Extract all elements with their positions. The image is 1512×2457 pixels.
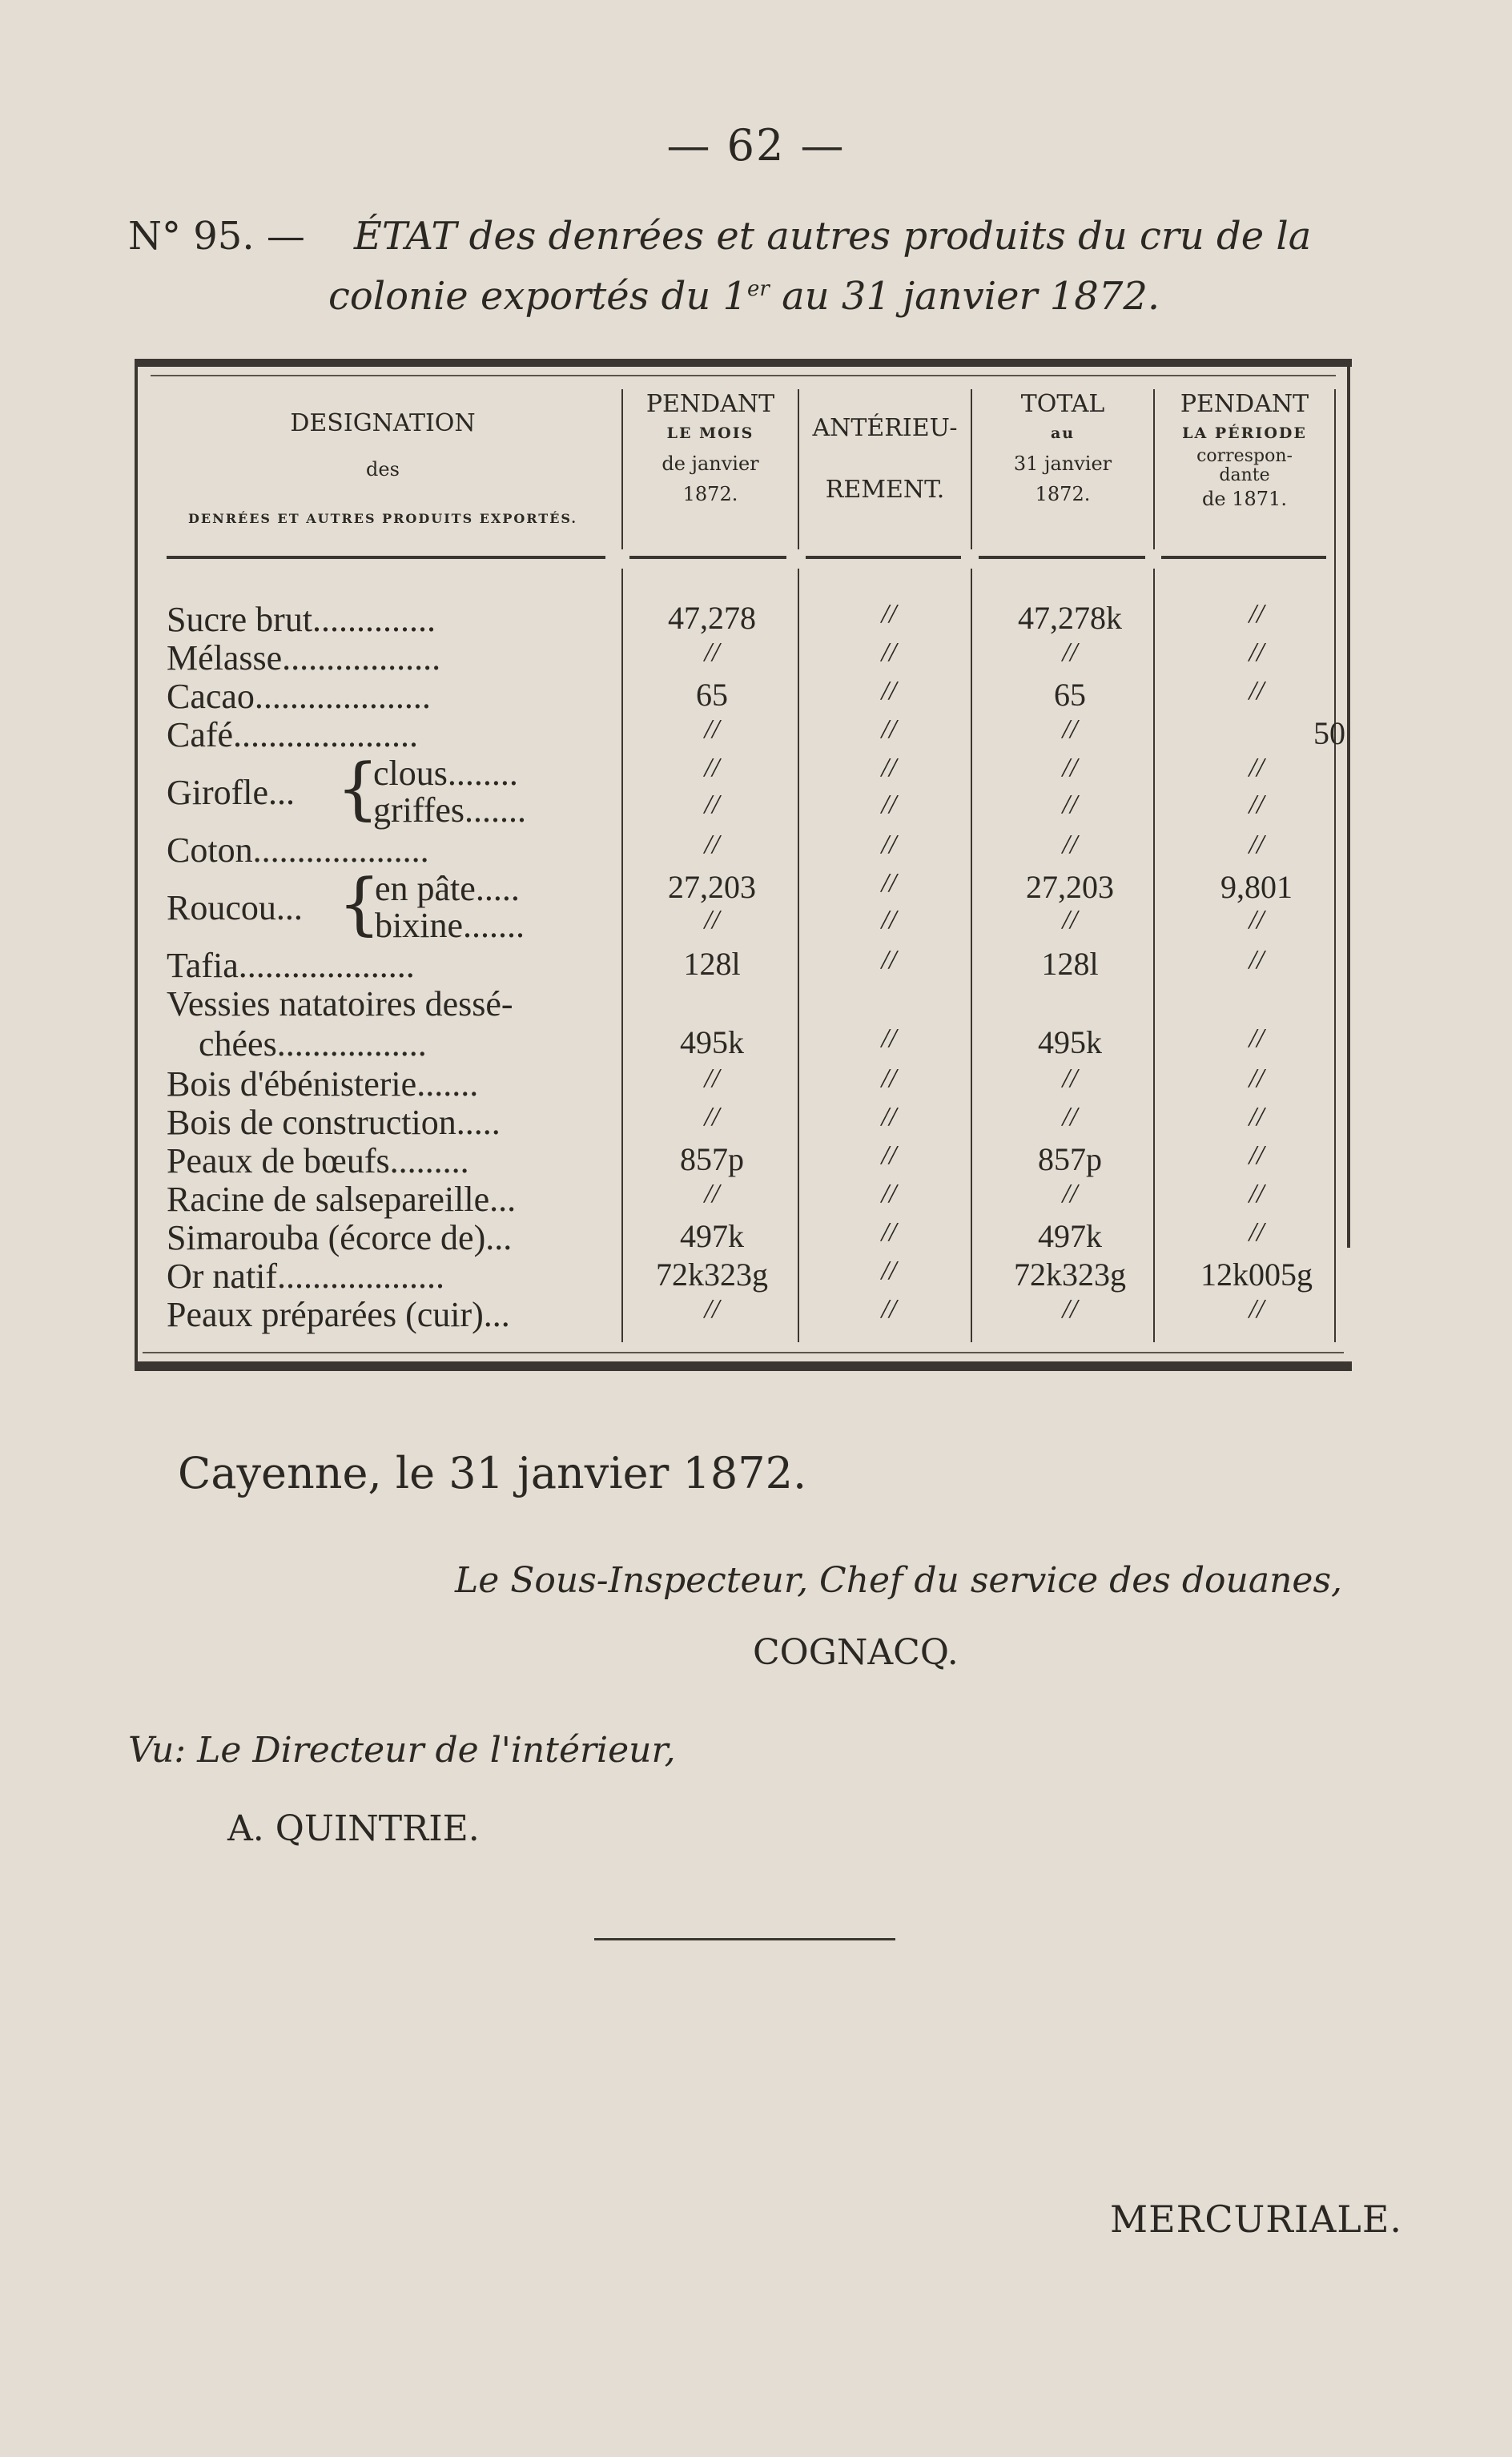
row-sublabel: bixine....... — [375, 906, 525, 945]
table-title — [128, 210, 1377, 323]
cell-prior: // — [1249, 1140, 1265, 1170]
header-prior-line: correspon- — [1196, 445, 1293, 466]
cell-previous: // — [881, 868, 897, 898]
header-designation-line: des — [366, 458, 400, 481]
table-row — [167, 676, 1352, 714]
cell-month: // — [704, 1102, 720, 1132]
cell-previous: // — [881, 1179, 897, 1208]
brace: { — [336, 749, 380, 827]
table-bottom-rule-thin — [143, 1352, 1344, 1353]
cell-prior: // — [1249, 1064, 1265, 1093]
header-rule — [979, 556, 1145, 559]
cell-total: 128l — [1041, 946, 1099, 982]
cell-total: // — [1062, 790, 1078, 819]
cell-total: // — [1062, 1294, 1078, 1324]
header-total-line: TOTAL — [1020, 390, 1105, 418]
cell-prior: 50 — [1313, 715, 1345, 751]
cell-prior: // — [1249, 599, 1265, 629]
cell-previous: // — [881, 753, 897, 782]
row-label: Coton.................... — [167, 830, 429, 870]
cell-prior: // — [1249, 1217, 1265, 1247]
cell-previous: // — [881, 790, 897, 819]
cell-previous: // — [881, 905, 897, 935]
row-label: Peaux de bœufs......... — [167, 1141, 469, 1180]
cell-previous: // — [881, 830, 897, 859]
cell-prior: 9,801 — [1220, 869, 1293, 905]
table-row — [167, 714, 1352, 753]
header-previous — [801, 415, 969, 503]
cell-total: 857p — [1038, 1141, 1102, 1177]
cell-prior: // — [1249, 753, 1265, 782]
cell-prior: // — [1249, 637, 1265, 667]
table-top-rule — [135, 359, 1352, 367]
title-line-1: ÉTAT des denrées et autres produits du cru de la — [353, 214, 1312, 259]
table-left-border — [135, 367, 138, 1369]
page-number: — 62 — — [666, 120, 846, 171]
cell-month: 27,203 — [668, 869, 756, 905]
table-row — [167, 1064, 1352, 1102]
cell-month: 65 — [696, 677, 728, 713]
header-month-line: 1872. — [682, 483, 738, 506]
header-previous-line: ANTÉRIEU- — [812, 414, 958, 442]
cell-month: // — [704, 905, 720, 935]
row-label: Roucou... — [167, 888, 303, 927]
cell-previous: // — [881, 945, 897, 975]
cell-prior: // — [1249, 830, 1265, 859]
title-sup: er — [747, 277, 770, 301]
header-rule — [1161, 556, 1326, 559]
cell-month: // — [704, 1064, 720, 1093]
table-row — [167, 945, 1352, 983]
cell-total: // — [1062, 753, 1078, 782]
cell-total: // — [1062, 1102, 1078, 1132]
seen-by: Vu: Le Directeur de l'intérieur, — [128, 1730, 676, 1771]
cell-prior: // — [1249, 945, 1265, 975]
col-divider — [1153, 389, 1155, 549]
cell-previous: // — [881, 676, 897, 706]
row-sublabel: griffes....... — [373, 790, 527, 830]
cell-previous: // — [881, 714, 897, 744]
cell-month: // — [704, 1179, 720, 1208]
cell-previous: // — [881, 1217, 897, 1247]
cell-month: 497k — [680, 1218, 744, 1254]
row-label-continued: chées................. — [199, 1024, 427, 1064]
cell-prior: // — [1249, 1102, 1265, 1132]
row-label: Bois de construction..... — [167, 1103, 501, 1142]
cell-prior: // — [1249, 676, 1265, 706]
cell-previous: // — [881, 1140, 897, 1170]
header-designation — [159, 410, 607, 526]
cell-prior: // — [1249, 905, 1265, 935]
brace: { — [338, 864, 381, 943]
cell-previous: // — [881, 1023, 897, 1053]
cell-previous: // — [881, 637, 897, 667]
cell-total: 27,203 — [1026, 869, 1114, 905]
table-row-group-girofle — [167, 749, 1352, 830]
table-row-vessies — [167, 983, 1352, 1064]
row-label: Vessies natatoires dessé- — [167, 984, 513, 1023]
cell-total: // — [1062, 905, 1078, 935]
row-sublabel: en pâte..... — [375, 869, 520, 908]
header-total-line: 1872. — [1035, 483, 1091, 506]
place-date: Cayenne, le 31 janvier 1872. — [178, 1448, 807, 1498]
cell-prior: // — [1249, 1294, 1265, 1324]
row-label: Mélasse.................. — [167, 638, 441, 678]
cell-month: 495k — [680, 1024, 744, 1060]
table-number: N° 95. — — [128, 214, 305, 259]
table-row — [167, 1140, 1352, 1179]
cell-month: // — [704, 714, 720, 744]
cell-total: 47,278k — [1018, 600, 1122, 636]
table-row — [167, 637, 1352, 676]
header-total-line: 31 janvier — [1013, 452, 1112, 475]
cell-prior: // — [1249, 1179, 1265, 1208]
cell-previous: // — [881, 1294, 897, 1324]
header-prior-line: LA PÉRIODE — [1182, 424, 1307, 442]
cell-month: // — [704, 1294, 720, 1324]
cell-total: // — [1062, 1179, 1078, 1208]
cell-month: 47,278 — [668, 600, 756, 636]
cell-total: // — [1062, 830, 1078, 859]
header-rule — [806, 556, 961, 559]
signer-name: COGNACQ. — [753, 1632, 959, 1673]
table-row — [167, 1294, 1352, 1333]
row-label: Cacao.................... — [167, 677, 431, 716]
cell-total: // — [1062, 714, 1078, 744]
title-line-2b: au 31 janvier 1872. — [769, 274, 1160, 319]
cell-prior: // — [1249, 1023, 1265, 1053]
cell-month: // — [704, 830, 720, 859]
row-sublabel: clous........ — [373, 754, 518, 793]
cell-prior: 12k005g — [1200, 1257, 1313, 1293]
title-line-2a: colonie exportés du 1 — [328, 274, 748, 319]
table-top-rule-thin — [151, 375, 1336, 376]
cell-previous: // — [881, 1102, 897, 1132]
row-label: Girofle... — [167, 773, 296, 812]
export-table — [135, 359, 1352, 1379]
header-prior-line: de 1871. — [1202, 488, 1287, 511]
header-total-line: au — [1050, 424, 1076, 442]
cell-month: 128l — [683, 946, 741, 982]
end-rule — [594, 1938, 895, 1940]
cell-previous: // — [881, 1256, 897, 1285]
header-designation-line: DESIGNATION — [290, 409, 476, 437]
header-month — [625, 391, 796, 505]
table-row — [167, 1217, 1352, 1256]
cell-prior: // — [1249, 790, 1265, 819]
row-label: Tafia.................... — [167, 946, 415, 985]
header-month-line: de janvier — [662, 452, 759, 475]
cell-total: 72k323g — [1014, 1257, 1126, 1293]
row-label: Simarouba (écorce de)... — [167, 1218, 513, 1257]
header-total — [974, 391, 1152, 505]
header-prior-period — [1156, 391, 1333, 510]
table-row — [167, 599, 1352, 637]
cell-total: 65 — [1054, 677, 1086, 713]
row-label: Café..................... — [167, 715, 419, 754]
catchword: MERCURIALE. — [1110, 2198, 1403, 2241]
cell-month: // — [704, 753, 720, 782]
header-prior-line: dante — [1219, 465, 1270, 486]
header-designation-line: DENRÉES ET AUTRES PRODUITS EXPORTÉS. — [188, 511, 577, 527]
row-label: Bois d'ébénisterie....... — [167, 1064, 479, 1104]
seen-by-name: A. QUINTRIE. — [227, 1808, 480, 1849]
col-divider — [798, 389, 799, 549]
cell-month: // — [704, 637, 720, 667]
cell-month: 857p — [680, 1141, 744, 1177]
cell-total: // — [1062, 637, 1078, 667]
cell-total: 495k — [1038, 1024, 1102, 1060]
cell-total: 497k — [1038, 1218, 1102, 1254]
header-prior-line: PENDANT — [1180, 390, 1309, 418]
signer-title: Le Sous-Inspecteur, Chef du service des douanes, — [455, 1560, 1343, 1601]
cell-previous: // — [881, 599, 897, 629]
table-row — [167, 1256, 1352, 1294]
row-label: Racine de salsepareille... — [167, 1180, 517, 1219]
header-rule — [629, 556, 786, 559]
col-divider — [971, 389, 972, 549]
table-bottom-rule — [135, 1361, 1352, 1371]
cell-previous: // — [881, 1064, 897, 1093]
table-row-group-roucou — [167, 864, 1352, 945]
header-month-line: PENDANT — [645, 390, 775, 418]
header-rule — [167, 556, 605, 559]
cell-month: // — [704, 790, 720, 819]
header-previous-line: REMENT. — [825, 476, 945, 504]
row-label: Or natif................... — [167, 1257, 445, 1296]
row-label: Peaux préparées (cuir)... — [167, 1295, 510, 1334]
table-row — [167, 1102, 1352, 1140]
table-row — [167, 1179, 1352, 1217]
cell-total: // — [1062, 1064, 1078, 1093]
table-row — [167, 830, 1352, 868]
cell-month: 72k323g — [656, 1257, 768, 1293]
row-label: Sucre brut.............. — [167, 600, 436, 639]
col-divider — [621, 389, 623, 549]
header-month-line: LE MOIS — [666, 424, 754, 442]
